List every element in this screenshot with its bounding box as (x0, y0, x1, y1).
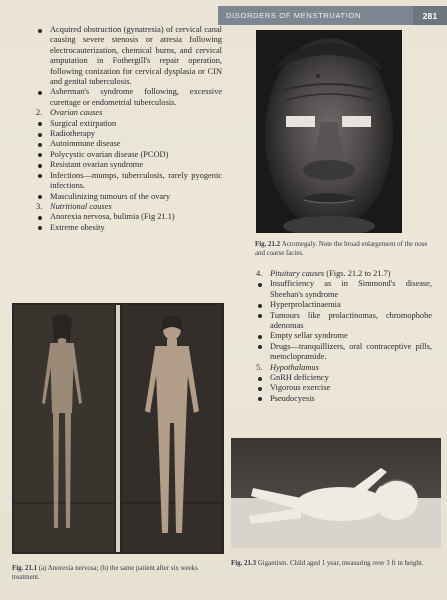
list-item: Vigorous exercise (256, 383, 432, 393)
list-item: Masculinizing tumours of the ovary (36, 192, 222, 202)
list-item: Autoimmune disease (36, 139, 222, 149)
list-item: GnRH deficiency (256, 373, 432, 383)
list-item: Polycystic ovarian disease (PCOD) (36, 150, 222, 160)
fig-21-2-caption: Fig. 21.2 Acromegaly. Note the broad enlargement of the nose and coarse facies. (255, 241, 428, 257)
hypothalamus-heading: 5. Hypothalamus (256, 362, 319, 372)
list-item: Pseudocyesis (256, 394, 432, 404)
list-item: Anorexia nervosa, bulimia (Fig 21.1) (36, 212, 222, 222)
acromegaly-face-photo (256, 30, 402, 233)
right-column-text (256, 269, 432, 404)
list-item: Radiotherapy (36, 129, 222, 139)
list-item: Hyperprolactinaemia (256, 300, 432, 310)
list-item: Drugs—tranquillizers, oral contraceptive pills, metoclopramide. (256, 342, 432, 363)
list-item: Tumours like prolactinomas, chromophobe adenomas (256, 311, 432, 332)
bullet-acquired-obstruction: Acquired obstruction (gynatresia) of cervical canal causing severe stenosis or atresia following electrocauterization, chemical burns, and cervical amputation in Fothergill's repair operation, following conization for cervical dysplasia or CIN and genital tuberculosis. (36, 25, 222, 87)
left-column-text (36, 25, 222, 233)
child-photo-image (231, 438, 441, 548)
list-item: Empty sellar syndrome (256, 331, 432, 341)
nutritional-causes-heading: 3. Nutritional causes (36, 201, 112, 211)
face-photo-image (256, 30, 402, 233)
list-item: Extreme obesity (36, 223, 222, 233)
list-item: Infections—mumps, tuberculosis, rarely pyogenic infections. (36, 171, 222, 192)
bullet-asherman: Asherman's syndrome following, excessive curettage or endometrial tuberculosis. (36, 87, 222, 108)
fig-21-3-caption: Fig. 21.3 Gigantism. Child aged 1 year, measuring over 3 ft in height. (231, 560, 424, 567)
pituitary-causes-heading: 4. Pituitary causes (Figs. 21.2 to 21.7) (256, 269, 391, 278)
fig-21-1-caption: Fig. 21.1 (a) Anorexia nervosa; (b) the same patient after six weeks treatment. (12, 565, 198, 581)
anorexia-nervosa-photo (12, 303, 224, 554)
anorexia-photo-image (12, 303, 224, 554)
section-title: DISORDERS OF MENSTRUATION (226, 11, 362, 20)
running-header (218, 6, 447, 25)
list-item: Insufficiency as in Simmond's disease, Sheehan's syndrome (256, 279, 432, 300)
ovarian-causes-heading: 2. Ovarian causes (36, 108, 103, 118)
list-item: Surgical extirpation (36, 119, 222, 129)
gigantism-child-photo (231, 438, 441, 548)
page-number: 281 (413, 6, 447, 25)
list-item: Resistant ovarian syndrome (36, 160, 222, 170)
